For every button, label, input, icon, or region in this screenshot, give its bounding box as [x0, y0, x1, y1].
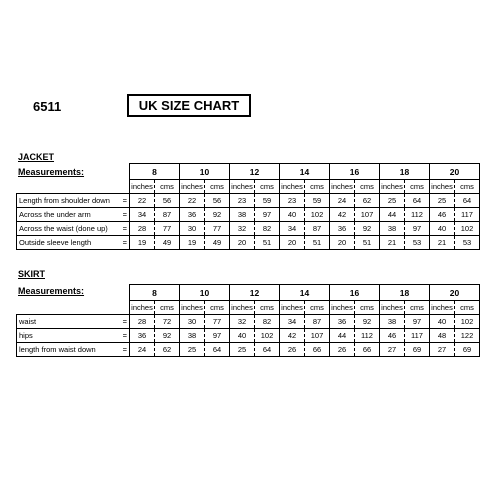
value-cms: 56 — [155, 194, 180, 208]
value-inches: 25 — [230, 343, 255, 357]
row-label: hips — [17, 329, 118, 343]
unit-cms: cms — [255, 180, 280, 194]
value-cms: 97 — [405, 315, 430, 329]
value-inches: 30 — [180, 315, 205, 329]
value-inches: 40 — [430, 315, 455, 329]
value-cms: 82 — [255, 315, 280, 329]
value-cms: 64 — [405, 194, 430, 208]
value-cms: 69 — [455, 343, 480, 357]
value-inches: 19 — [130, 236, 155, 250]
value-inches: 25 — [430, 194, 455, 208]
value-cms: 51 — [355, 236, 380, 250]
size-header: 10 — [180, 164, 230, 180]
skirt-size-table — [16, 284, 480, 357]
value-inches: 28 — [130, 315, 155, 329]
value-cms: 72 — [155, 315, 180, 329]
value-cms: 64 — [455, 194, 480, 208]
value-inches: 24 — [330, 194, 355, 208]
size-header: 20 — [430, 164, 480, 180]
value-cms: 51 — [255, 236, 280, 250]
row-label: Across the under arm — [17, 208, 118, 222]
jacket-measurements-label: Measurements: — [18, 167, 85, 177]
equals-sign: = — [118, 329, 130, 343]
value-inches: 36 — [330, 222, 355, 236]
value-cms: 56 — [205, 194, 230, 208]
value-inches: 36 — [130, 329, 155, 343]
value-cms: 77 — [155, 222, 180, 236]
unit-inches: inches — [380, 180, 405, 194]
product-code: 6511 — [33, 99, 62, 114]
equals-sign: = — [118, 236, 130, 250]
unit-inches: inches — [280, 180, 305, 194]
unit-inches: inches — [130, 180, 155, 194]
value-cms: 69 — [405, 343, 430, 357]
value-inches: 44 — [330, 329, 355, 343]
row-label: length from waist down — [17, 343, 118, 357]
value-inches: 20 — [330, 236, 355, 250]
value-cms: 97 — [255, 208, 280, 222]
unit-cms: cms — [255, 301, 280, 315]
unit-inches: inches — [130, 301, 155, 315]
value-cms: 97 — [405, 222, 430, 236]
value-inches: 20 — [280, 236, 305, 250]
value-inches: 22 — [180, 194, 205, 208]
value-cms: 77 — [205, 315, 230, 329]
value-inches: 36 — [330, 315, 355, 329]
equals-sign: = — [118, 208, 130, 222]
value-inches: 36 — [180, 208, 205, 222]
value-inches: 34 — [130, 208, 155, 222]
table-row — [17, 194, 480, 208]
value-cms: 87 — [305, 315, 330, 329]
unit-cms: cms — [305, 180, 330, 194]
size-header: 12 — [230, 285, 280, 301]
size-header: 8 — [130, 285, 180, 301]
value-inches: 24 — [130, 343, 155, 357]
size-header: 12 — [230, 164, 280, 180]
value-cms: 107 — [305, 329, 330, 343]
size-header: 16 — [330, 164, 380, 180]
value-cms: 53 — [405, 236, 430, 250]
value-inches: 48 — [430, 329, 455, 343]
value-inches: 26 — [330, 343, 355, 357]
equals-sign: = — [118, 194, 130, 208]
header-spacer — [17, 285, 130, 301]
size-header: 18 — [380, 285, 430, 301]
value-inches: 38 — [180, 329, 205, 343]
value-inches: 32 — [230, 222, 255, 236]
value-inches: 21 — [430, 236, 455, 250]
value-inches: 38 — [380, 315, 405, 329]
unit-inches: inches — [230, 180, 255, 194]
unit-inches: inches — [330, 180, 355, 194]
value-cms: 122 — [455, 329, 480, 343]
value-inches: 34 — [280, 222, 305, 236]
value-inches: 23 — [280, 194, 305, 208]
value-inches: 20 — [230, 236, 255, 250]
value-inches: 42 — [330, 208, 355, 222]
table-row — [17, 236, 480, 250]
row-label: Outside sleeve length — [17, 236, 118, 250]
value-inches: 27 — [380, 343, 405, 357]
value-cms: 59 — [255, 194, 280, 208]
value-inches: 19 — [180, 236, 205, 250]
value-inches: 30 — [180, 222, 205, 236]
table-row — [17, 343, 480, 357]
value-inches: 34 — [280, 315, 305, 329]
size-header: 18 — [380, 164, 430, 180]
unit-inches: inches — [280, 301, 305, 315]
size-header: 16 — [330, 285, 380, 301]
value-cms: 112 — [355, 329, 380, 343]
size-header: 10 — [180, 285, 230, 301]
row-label: Length from shoulder down — [17, 194, 118, 208]
value-cms: 97 — [205, 329, 230, 343]
unit-inches: inches — [180, 301, 205, 315]
value-inches: 22 — [130, 194, 155, 208]
value-inches: 46 — [380, 329, 405, 343]
size-header: 14 — [280, 285, 330, 301]
equals-sign: = — [118, 222, 130, 236]
value-cms: 92 — [205, 208, 230, 222]
size-header: 20 — [430, 285, 480, 301]
equals-sign: = — [118, 343, 130, 357]
value-cms: 87 — [305, 222, 330, 236]
unit-inches: inches — [230, 301, 255, 315]
value-inches: 26 — [280, 343, 305, 357]
value-cms: 107 — [355, 208, 380, 222]
chart-title: UK SIZE CHART — [127, 94, 251, 117]
unit-cms: cms — [205, 180, 230, 194]
size-header: 8 — [130, 164, 180, 180]
value-inches: 21 — [380, 236, 405, 250]
value-cms: 62 — [355, 194, 380, 208]
value-cms: 62 — [155, 343, 180, 357]
unit-cms: cms — [155, 301, 180, 315]
value-inches: 25 — [380, 194, 405, 208]
value-cms: 102 — [455, 222, 480, 236]
unit-inches: inches — [330, 301, 355, 315]
value-inches: 28 — [130, 222, 155, 236]
jacket-size-table — [16, 163, 480, 250]
value-inches: 32 — [230, 315, 255, 329]
value-cms: 66 — [355, 343, 380, 357]
unit-cms: cms — [455, 180, 480, 194]
table-row — [17, 329, 480, 343]
table-row — [17, 315, 480, 329]
value-inches: 40 — [430, 222, 455, 236]
table-row — [17, 208, 480, 222]
value-cms: 59 — [305, 194, 330, 208]
value-cms: 102 — [305, 208, 330, 222]
value-inches: 25 — [180, 343, 205, 357]
unit-cms: cms — [455, 301, 480, 315]
value-cms: 92 — [355, 222, 380, 236]
value-cms: 112 — [405, 208, 430, 222]
value-cms: 77 — [205, 222, 230, 236]
skirt-section-label: SKIRT — [18, 269, 45, 279]
table-row — [17, 222, 480, 236]
unit-cms: cms — [155, 180, 180, 194]
unit-cms: cms — [355, 180, 380, 194]
unit-inches: inches — [380, 301, 405, 315]
skirt-measurements-label: Measurements: — [18, 286, 85, 296]
value-cms: 53 — [455, 236, 480, 250]
value-inches: 40 — [280, 208, 305, 222]
value-cms: 92 — [155, 329, 180, 343]
row-label: waist — [17, 315, 118, 329]
unit-inches: inches — [180, 180, 205, 194]
equals-sign: = — [118, 315, 130, 329]
value-cms: 102 — [455, 315, 480, 329]
unit-cms: cms — [305, 301, 330, 315]
value-inches: 27 — [430, 343, 455, 357]
row-label: Across the waist (done up) — [17, 222, 118, 236]
value-cms: 51 — [305, 236, 330, 250]
value-cms: 117 — [455, 208, 480, 222]
value-inches: 38 — [230, 208, 255, 222]
value-inches: 46 — [430, 208, 455, 222]
header-spacer — [17, 301, 130, 315]
value-cms: 92 — [355, 315, 380, 329]
value-cms: 49 — [205, 236, 230, 250]
unit-inches: inches — [430, 301, 455, 315]
unit-cms: cms — [405, 301, 430, 315]
unit-cms: cms — [205, 301, 230, 315]
unit-inches: inches — [430, 180, 455, 194]
value-inches: 23 — [230, 194, 255, 208]
value-cms: 64 — [255, 343, 280, 357]
value-cms: 66 — [305, 343, 330, 357]
jacket-section-label: JACKET — [18, 152, 55, 162]
value-cms: 49 — [155, 236, 180, 250]
value-cms: 102 — [255, 329, 280, 343]
header-spacer — [17, 164, 130, 180]
value-inches: 44 — [380, 208, 405, 222]
header-spacer — [17, 180, 130, 194]
value-cms: 82 — [255, 222, 280, 236]
unit-cms: cms — [355, 301, 380, 315]
value-inches: 40 — [230, 329, 255, 343]
unit-cms: cms — [405, 180, 430, 194]
value-cms: 87 — [155, 208, 180, 222]
size-header: 14 — [280, 164, 330, 180]
value-cms: 117 — [405, 329, 430, 343]
value-inches: 38 — [380, 222, 405, 236]
value-cms: 64 — [205, 343, 230, 357]
value-inches: 42 — [280, 329, 305, 343]
